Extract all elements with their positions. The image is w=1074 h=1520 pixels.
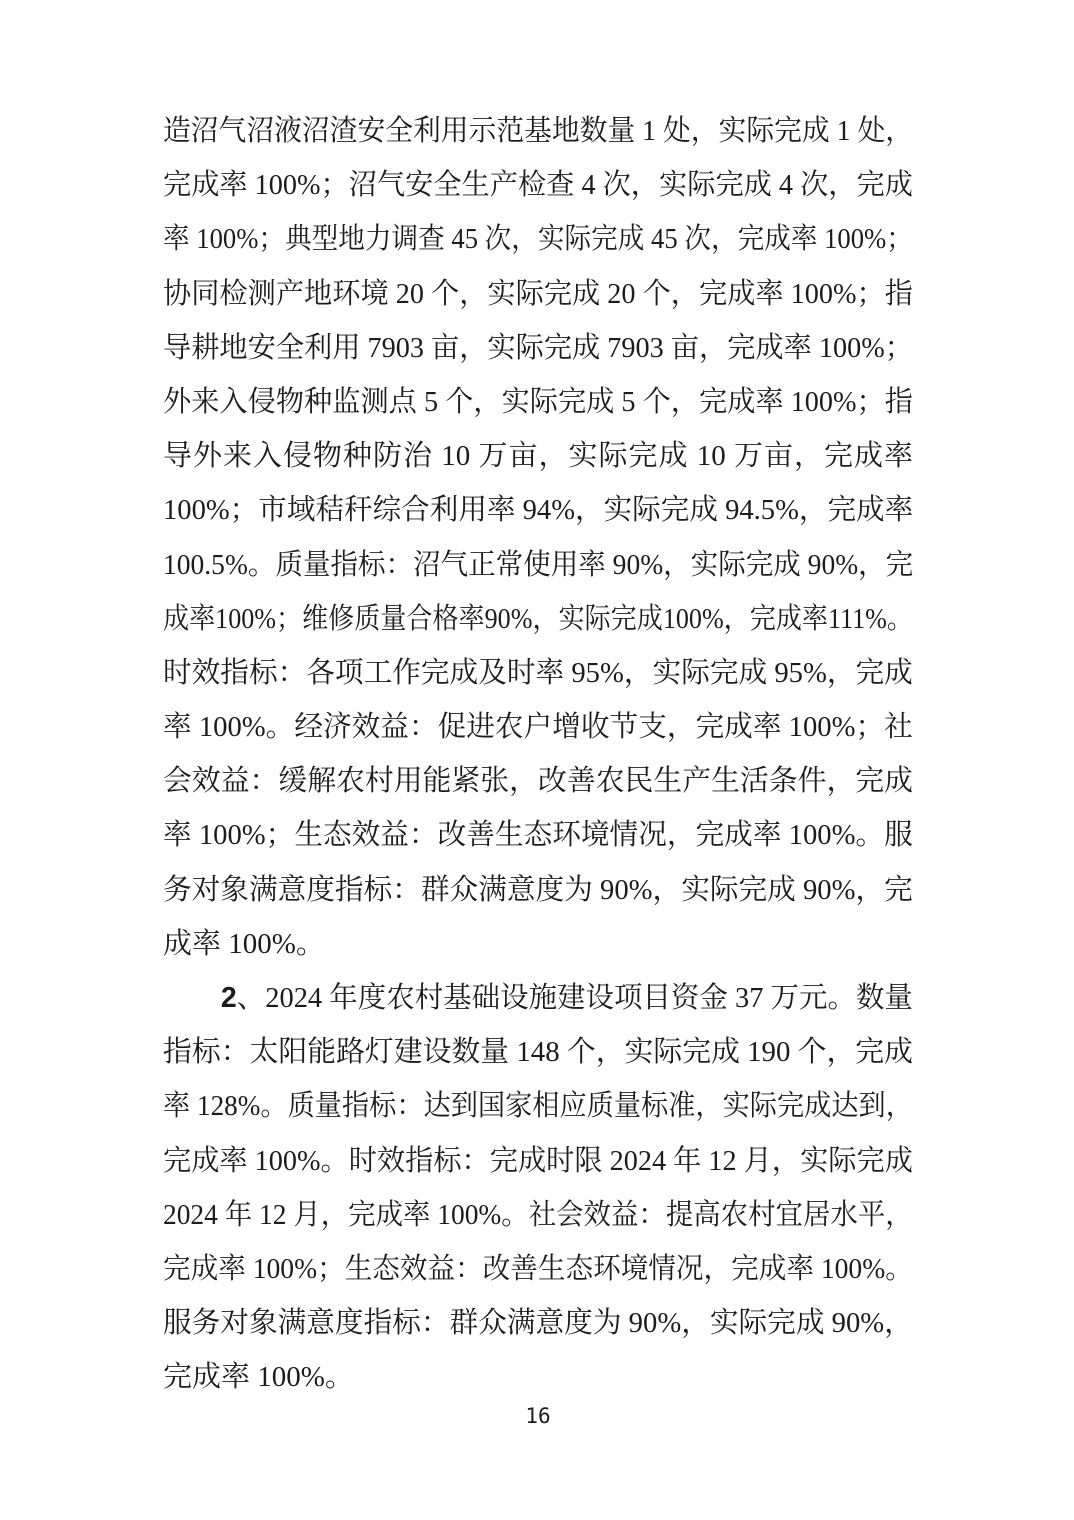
text-line: 务对象满意度指标：群众满意度为 90%，实际完成 90%，完 bbox=[163, 873, 913, 906]
text-line: 率 100%。经济效益：促进农户增收节支，完成率 100%；社 bbox=[163, 711, 913, 744]
text-line: 服务对象满意度指标：群众满意度为 90%，实际完成 90%， bbox=[163, 1307, 913, 1340]
document-body bbox=[163, 104, 913, 1405]
text-line: 率 128%。质量指标：达到国家相应质量标准，实际完成达到， bbox=[163, 1090, 913, 1123]
text-line: 2024 年 12 月，完成率 100%。社会效益：提高农村宜居水平， bbox=[163, 1198, 913, 1231]
item-number: 2 bbox=[220, 982, 237, 1014]
page-number: 16 bbox=[525, 1404, 551, 1428]
text-line: 造沼气沼液沼渣安全利用示范基地数量 1 处，实际完成 1 处， bbox=[163, 115, 914, 147]
text-line: 导外来入侵物种防治 10 万亩，实际完成 10 万亩，完成率 bbox=[163, 440, 913, 473]
text-line: 完成率 100%；沼气安全生产检查 4 次，实际完成 4 次，完成 bbox=[163, 169, 913, 202]
text-line: 率 100%；典型地力调查 45 次，实际完成 45 次，完成率 100%； bbox=[163, 223, 913, 256]
text-line: 完成率 100%；生态效益：改善生态环境情况，完成率 100%。 bbox=[163, 1252, 913, 1285]
text-line: 100%；市域秸秆综合利用率 94%，实际完成 94.5%，完成率 bbox=[163, 494, 914, 527]
text-line: 外来入侵物种监测点 5 个，实际完成 5 个，完成率 100%；指 bbox=[163, 385, 913, 418]
text-line: 时效指标：各项工作完成及时率 95%，实际完成 95%，完成 bbox=[163, 656, 913, 689]
text-line: 完成率 100%。时效指标：完成时限 2024 年 12 月，实际完成 bbox=[163, 1144, 913, 1177]
text-line: 会效益：缓解农村用能紧张，改善农民生产生活条件，完成 bbox=[163, 765, 914, 798]
text-line: 协同检测产地环境 20 个，实际完成 20 个，完成率 100%；指 bbox=[163, 277, 913, 310]
text-line: 导耕地安全利用 7903 亩，实际完成 7903 亩，完成率 100%； bbox=[163, 331, 913, 364]
text-line: 成率100%；维修质量合格率90%，实际完成100%，完成率111%。 bbox=[163, 602, 913, 635]
text-line bbox=[163, 971, 913, 1025]
text-line: 指标：太阳能路灯建设数量 148 个，实际完成 190 个，完成 bbox=[163, 1036, 914, 1069]
text-span: 、2024 年度农村基础设施建设项目资金 37 万元。数量 bbox=[236, 982, 913, 1014]
text-line: 完成率 100%。 bbox=[163, 1361, 354, 1394]
text-line: 率 100%；生态效益：改善生态环境情况，完成率 100%。服 bbox=[163, 819, 913, 852]
text-line: 100.5%。质量指标：沼气正常使用率 90%，实际完成 90%，完 bbox=[163, 548, 914, 581]
text-line: 成率 100%。 bbox=[163, 927, 325, 960]
